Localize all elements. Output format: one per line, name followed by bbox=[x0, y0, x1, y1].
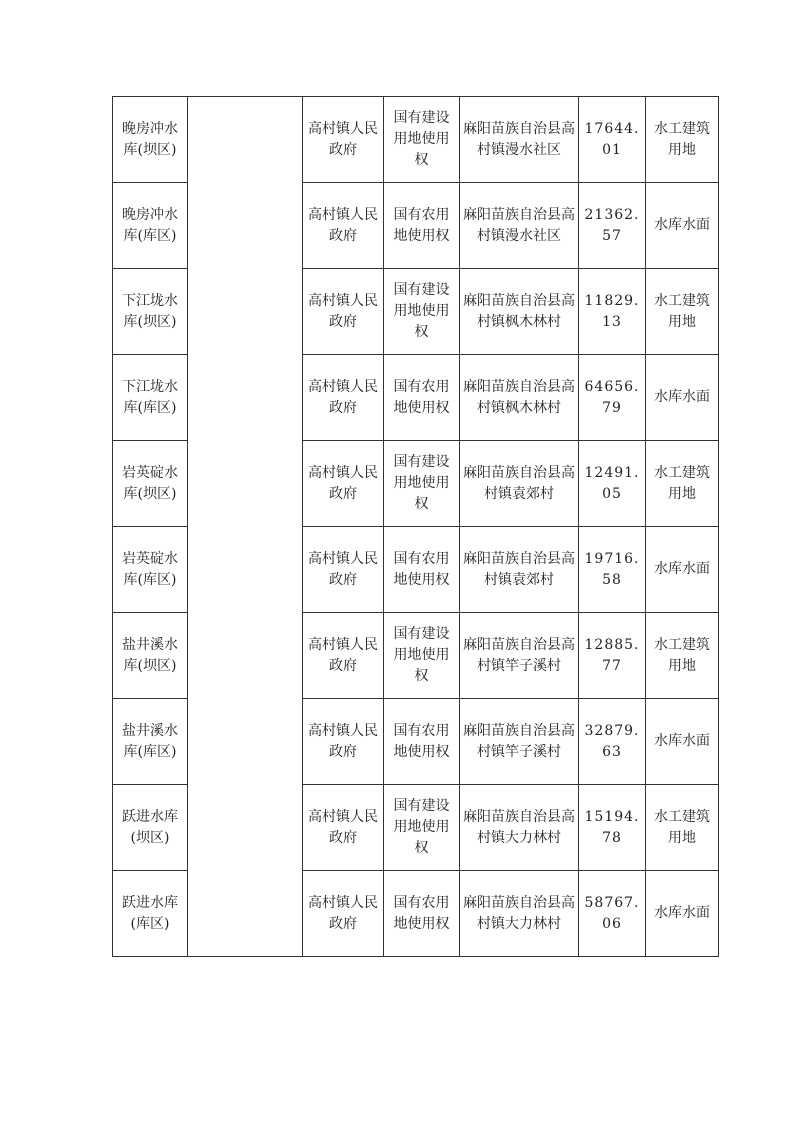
area-cell: 21362.57 bbox=[579, 183, 646, 269]
reservoir-name-cell: 盐井溪水库(库区) bbox=[113, 699, 188, 785]
land-use-cell: 水工建筑用地 bbox=[646, 613, 719, 699]
right-type-cell: 国有建设用地使用权 bbox=[384, 269, 460, 355]
owner-cell: 高村镇人民政府 bbox=[303, 355, 384, 441]
location-cell: 麻阳苗族自治县高村镇枫木林村 bbox=[460, 355, 579, 441]
location-cell: 麻阳苗族自治县高村镇大力林村 bbox=[460, 871, 579, 957]
owner-cell: 高村镇人民政府 bbox=[303, 269, 384, 355]
table-row bbox=[113, 97, 719, 183]
land-rights-table bbox=[112, 96, 719, 957]
area-cell: 17644.01 bbox=[579, 97, 646, 183]
land-use-cell: 水工建筑用地 bbox=[646, 269, 719, 355]
reservoir-name-cell: 晚房冲水库(坝区) bbox=[113, 97, 188, 183]
right-type-cell: 国有农用地使用权 bbox=[384, 527, 460, 613]
location-cell: 麻阳苗族自治县高村镇袁郊村 bbox=[460, 527, 579, 613]
reservoir-name-cell: 跃进水库(库区) bbox=[113, 871, 188, 957]
right-type-cell: 国有建设用地使用权 bbox=[384, 97, 460, 183]
reservoir-name-cell: 晚房冲水库(库区) bbox=[113, 183, 188, 269]
land-use-cell: 水工建筑用地 bbox=[646, 97, 719, 183]
reservoir-name-cell: 跃进水库(坝区) bbox=[113, 785, 188, 871]
right-type-cell: 国有农用地使用权 bbox=[384, 183, 460, 269]
land-use-cell: 水工建筑用地 bbox=[646, 441, 719, 527]
location-cell: 麻阳苗族自治县高村镇竿子溪村 bbox=[460, 699, 579, 785]
right-type-cell: 国有建设用地使用权 bbox=[384, 441, 460, 527]
merged-blank-cell bbox=[188, 97, 303, 957]
right-type-cell: 国有农用地使用权 bbox=[384, 871, 460, 957]
owner-cell: 高村镇人民政府 bbox=[303, 699, 384, 785]
location-cell: 麻阳苗族自治县高村镇竿子溪村 bbox=[460, 613, 579, 699]
land-use-cell: 水库水面 bbox=[646, 699, 719, 785]
location-cell: 麻阳苗族自治县高村镇漫水社区 bbox=[460, 97, 579, 183]
area-cell: 11829.13 bbox=[579, 269, 646, 355]
area-cell: 64656.79 bbox=[579, 355, 646, 441]
land-use-cell: 水库水面 bbox=[646, 527, 719, 613]
area-cell: 58767.06 bbox=[579, 871, 646, 957]
location-cell: 麻阳苗族自治县高村镇枫木林村 bbox=[460, 269, 579, 355]
owner-cell: 高村镇人民政府 bbox=[303, 785, 384, 871]
location-cell: 麻阳苗族自治县高村镇袁郊村 bbox=[460, 441, 579, 527]
area-cell: 12491.05 bbox=[579, 441, 646, 527]
right-type-cell: 国有农用地使用权 bbox=[384, 355, 460, 441]
location-cell: 麻阳苗族自治县高村镇漫水社区 bbox=[460, 183, 579, 269]
reservoir-name-cell: 盐井溪水库(坝区) bbox=[113, 613, 188, 699]
area-cell: 19716.58 bbox=[579, 527, 646, 613]
reservoir-name-cell: 下江垅水库(库区) bbox=[113, 355, 188, 441]
reservoir-name-cell: 岩英碇水库(坝区) bbox=[113, 441, 188, 527]
owner-cell: 高村镇人民政府 bbox=[303, 527, 384, 613]
area-cell: 15194.78 bbox=[579, 785, 646, 871]
area-cell: 32879.63 bbox=[579, 699, 646, 785]
land-use-cell: 水工建筑用地 bbox=[646, 785, 719, 871]
owner-cell: 高村镇人民政府 bbox=[303, 441, 384, 527]
owner-cell: 高村镇人民政府 bbox=[303, 871, 384, 957]
area-cell: 12885.77 bbox=[579, 613, 646, 699]
right-type-cell: 国有建设用地使用权 bbox=[384, 613, 460, 699]
reservoir-name-cell: 岩英碇水库(库区) bbox=[113, 527, 188, 613]
land-use-cell: 水库水面 bbox=[646, 871, 719, 957]
owner-cell: 高村镇人民政府 bbox=[303, 183, 384, 269]
owner-cell: 高村镇人民政府 bbox=[303, 97, 384, 183]
right-type-cell: 国有农用地使用权 bbox=[384, 699, 460, 785]
land-use-cell: 水库水面 bbox=[646, 355, 719, 441]
location-cell: 麻阳苗族自治县高村镇大力林村 bbox=[460, 785, 579, 871]
owner-cell: 高村镇人民政府 bbox=[303, 613, 384, 699]
reservoir-name-cell: 下江垅水库(坝区) bbox=[113, 269, 188, 355]
land-use-cell: 水库水面 bbox=[646, 183, 719, 269]
right-type-cell: 国有建设用地使用权 bbox=[384, 785, 460, 871]
